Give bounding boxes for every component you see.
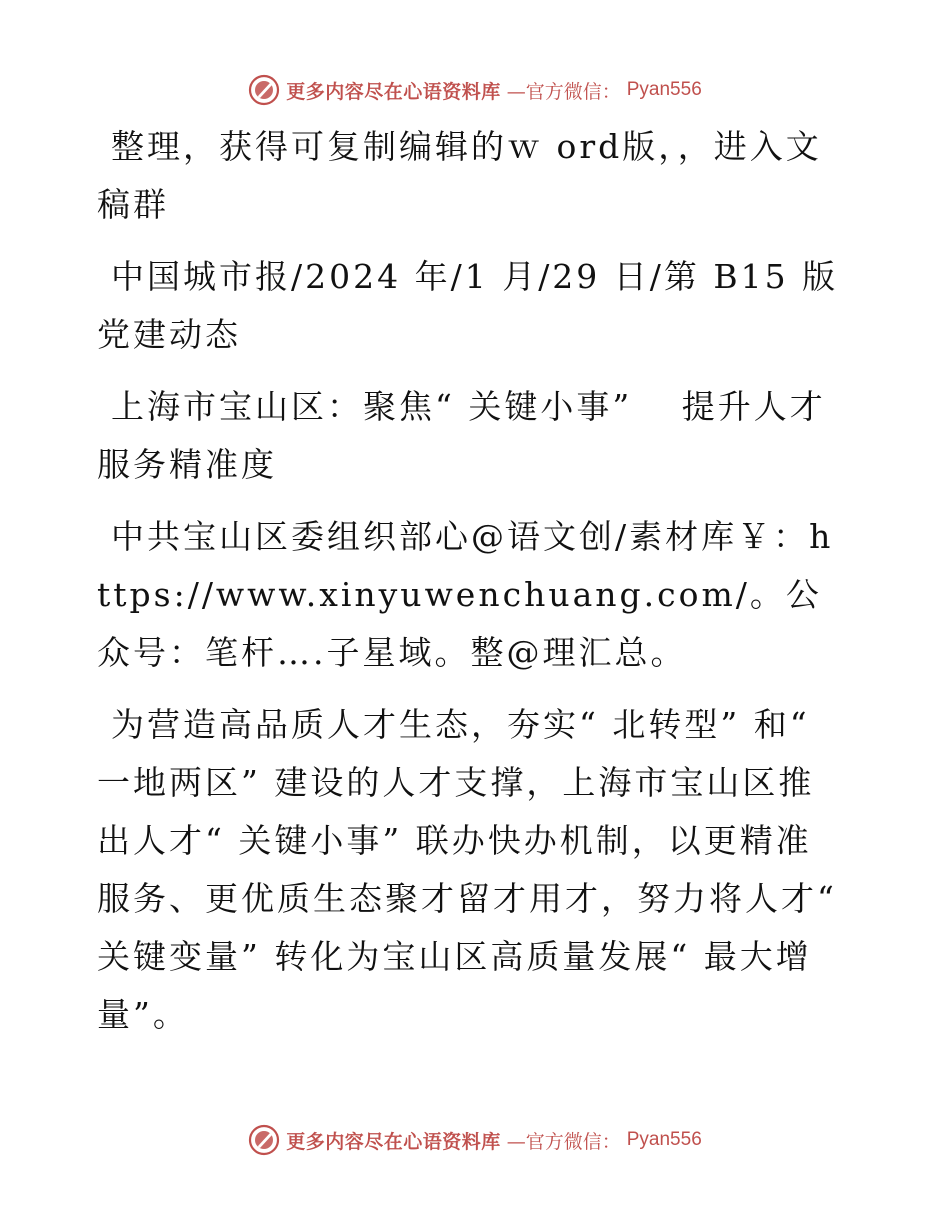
paragraph-intro: 整理，获得可复制编辑的ｗ ord版，，进入文稿群 [97, 127, 822, 224]
pen-logo-icon [248, 1124, 280, 1156]
paragraph-body: 为营造高品质人才生态，夯实“ 北转型” 和“ 一地两区” 建设的人才支撑，上海市宝山区推出人才“ 关键小事” 联办快办机制，以更精准服务、更优质生态聚才留才用才，努力将人才“ 关键变量” 转化为宝山区高质量发展“ 最大增量”。 [97, 705, 837, 1034]
header-wechat-id: Pyan556 [626, 79, 702, 100]
header-watermark-banner [0, 70, 950, 110]
footer-wechat-id: Pyan556 [626, 1129, 702, 1150]
paragraph-author: 中共宝山区委组织部心@语文创/素材库￥：https://www.xinyuwenchuang.com/。公众号：笔杆….子星域。整@理汇总。 [97, 517, 834, 672]
footer-watermark-banner [0, 1120, 950, 1160]
document-body [97, 118, 842, 1058]
footer-banner-separator: —官方微信： [506, 1130, 621, 1153]
header-banner-text: 更多内容尽在心语资料库 [286, 80, 501, 103]
footer-banner-text: 更多内容尽在心语资料库 [286, 1130, 501, 1153]
pen-logo-icon [248, 74, 280, 106]
paragraph-source: 中国城市报/2024 年/1 月/29 日/第 B15 版党建动态 [97, 257, 839, 354]
paragraph-title: 上海市宝山区：聚焦“ 关键小事” 提升人才服务精准度 [97, 387, 826, 484]
header-banner-separator: —官方微信： [506, 80, 621, 103]
